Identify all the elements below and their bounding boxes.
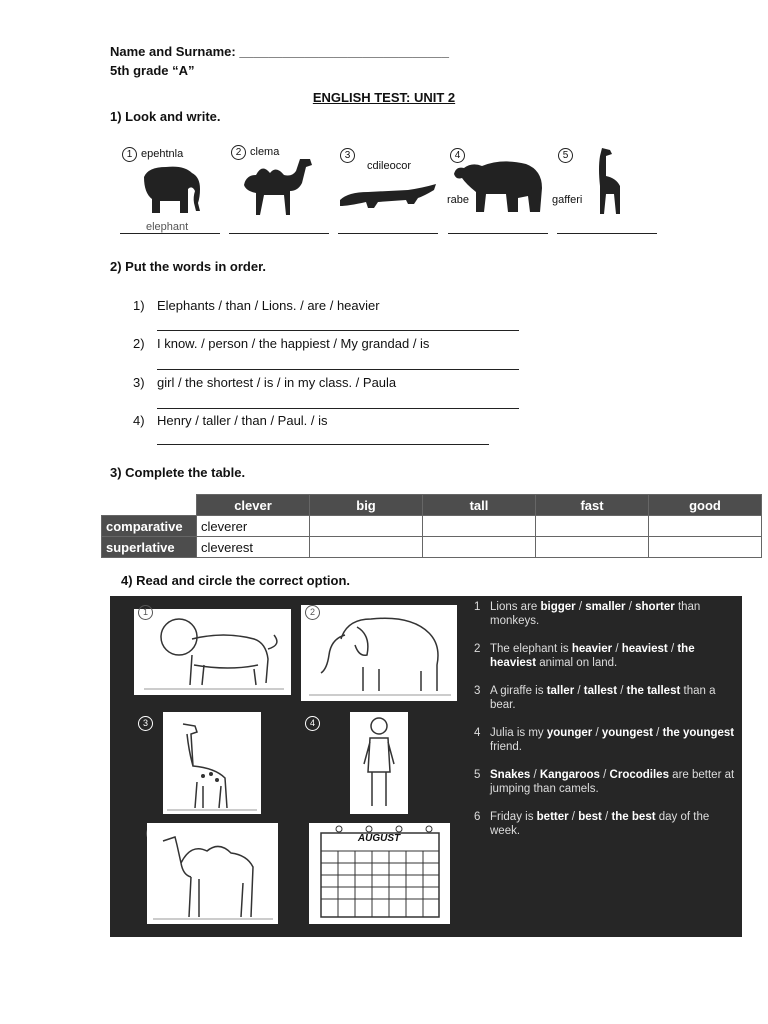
column-header: good xyxy=(649,495,762,516)
scrambled-word: clema xyxy=(250,146,280,158)
table-cell[interactable] xyxy=(536,516,649,537)
option-word[interactable]: better xyxy=(536,811,569,823)
answer-line-2[interactable] xyxy=(229,233,329,234)
item-number: 4) xyxy=(133,413,145,428)
question-text xyxy=(490,642,736,670)
item-number: 1) xyxy=(133,298,145,313)
question-number: 3 xyxy=(474,685,481,697)
list-item xyxy=(133,375,396,390)
lion-icon xyxy=(134,609,291,695)
option-word[interactable]: younger xyxy=(546,727,593,739)
list-item xyxy=(133,413,328,428)
table-cell[interactable] xyxy=(423,537,536,558)
option-word[interactable]: shorter xyxy=(635,601,675,613)
question-text xyxy=(490,768,736,796)
option-word[interactable]: the heaviest xyxy=(490,643,695,669)
item1-label xyxy=(122,147,183,162)
answer-line[interactable] xyxy=(157,444,489,445)
giraffe-icon xyxy=(592,146,624,216)
question-number: 5 xyxy=(474,769,481,781)
item-number: 3 xyxy=(340,148,355,163)
row-header: superlative xyxy=(102,537,197,558)
question-fragment: are better at jumping than camels. xyxy=(490,769,735,795)
option-word[interactable]: the youngest xyxy=(662,727,735,739)
picture-number: 3 xyxy=(138,716,153,731)
list-item xyxy=(133,298,380,313)
question-text xyxy=(490,810,736,838)
item-text: Elephants / than / Lions. / are / heavier xyxy=(157,298,380,313)
question-number: 1 xyxy=(474,601,481,613)
section3-heading: 3) Complete the table. xyxy=(110,465,246,480)
picture-number: 2 xyxy=(305,605,320,620)
crocodile-icon xyxy=(338,180,438,214)
picture-giraffe xyxy=(163,712,261,814)
question-fragment: / xyxy=(652,727,663,739)
question-text xyxy=(490,600,736,628)
item-number: 3) xyxy=(133,375,145,390)
item3-number-wrap xyxy=(340,148,359,163)
item-number: 5 xyxy=(558,148,573,163)
camel-icon xyxy=(147,823,278,924)
option-word[interactable]: best xyxy=(578,811,602,823)
question-fragment: animal on land. xyxy=(536,657,618,669)
table-corner xyxy=(102,495,197,516)
picture-elephant xyxy=(301,605,457,701)
answer-line-5[interactable] xyxy=(557,233,657,234)
column-header: fast xyxy=(536,495,649,516)
question-fragment: / xyxy=(617,685,627,697)
answer-line[interactable] xyxy=(157,369,519,370)
answer-line[interactable] xyxy=(157,408,519,409)
option-word[interactable]: Kangaroos xyxy=(539,769,600,781)
option-word[interactable]: taller xyxy=(546,685,575,697)
item5-number-wrap xyxy=(558,148,577,163)
question-fragment: than monkeys. xyxy=(490,601,701,627)
option-word[interactable]: bigger xyxy=(540,601,576,613)
section1-heading: 1) Look and write. xyxy=(110,109,221,124)
table-cell[interactable] xyxy=(310,516,423,537)
question-text xyxy=(490,684,736,712)
question-fragment: / xyxy=(592,727,602,739)
option-word[interactable]: youngest xyxy=(601,727,653,739)
answer-line-4[interactable] xyxy=(448,233,548,234)
table-cell[interactable] xyxy=(310,537,423,558)
item-number: 2) xyxy=(133,336,145,351)
comparatives-table xyxy=(101,494,762,558)
elephant-icon xyxy=(301,605,457,701)
table-row xyxy=(102,537,762,558)
table-cell[interactable]: cleverest xyxy=(197,537,310,558)
column-header: clever xyxy=(197,495,310,516)
question-fragment: The elephant is xyxy=(490,643,572,655)
section2-heading: 2) Put the words in order. xyxy=(110,259,267,274)
option-word[interactable]: Snakes xyxy=(490,769,531,781)
scrambled-word: rabe xyxy=(447,194,470,206)
option-word[interactable]: heavier xyxy=(571,643,613,655)
option-word[interactable]: tallest xyxy=(583,685,618,697)
table-cell[interactable] xyxy=(649,537,762,558)
question-fragment: Friday is xyxy=(490,811,537,823)
question-number: 6 xyxy=(474,811,481,823)
row-header: comparative xyxy=(102,516,197,537)
question-fragment: Lions are xyxy=(490,601,541,613)
grade-label: 5th grade “A” xyxy=(110,63,195,78)
question-fragment: than a bear. xyxy=(490,685,716,711)
question-fragment: / xyxy=(625,601,636,613)
picture-camel xyxy=(147,823,278,924)
question-fragment: / xyxy=(667,643,678,655)
question-fragment: / xyxy=(612,643,622,655)
table-header-row xyxy=(102,495,762,516)
question-fragment: / xyxy=(599,769,610,781)
table-cell[interactable]: cleverer xyxy=(197,516,310,537)
picture-calendar xyxy=(309,823,450,924)
question-fragment: / xyxy=(530,769,540,781)
answer-line-3[interactable] xyxy=(338,233,438,234)
giraffe-icon xyxy=(163,712,261,814)
scrambled-word: cdileocor xyxy=(367,160,412,172)
question-fragment: friend. xyxy=(490,741,522,753)
item-number: 1 xyxy=(122,147,137,162)
picture-lion xyxy=(134,609,291,695)
section4-heading: 4) Read and circle the correct option. xyxy=(121,573,350,588)
table-cell[interactable] xyxy=(649,516,762,537)
question-text xyxy=(490,726,736,754)
item-text: I know. / person / the happiest / My grandad / is xyxy=(157,336,430,351)
page-title: ENGLISH TEST: UNIT 2 xyxy=(312,90,456,105)
list-item xyxy=(133,336,429,351)
option-word[interactable]: the tallest xyxy=(626,685,681,697)
answer-text-1: elephant xyxy=(146,221,189,233)
question-number: 4 xyxy=(474,727,481,739)
option-word[interactable]: the best xyxy=(611,811,656,823)
option-word[interactable]: smaller xyxy=(585,601,626,613)
question-number: 2 xyxy=(474,643,481,655)
option-word[interactable]: heaviest xyxy=(621,643,668,655)
picture-girl xyxy=(350,712,408,814)
scrambled-word: gafferi xyxy=(552,194,583,206)
table-cell[interactable] xyxy=(423,516,536,537)
camel-icon xyxy=(240,155,316,217)
exercise-panel xyxy=(110,596,742,937)
table-row xyxy=(102,516,762,537)
item-number: 4 xyxy=(450,148,465,163)
answer-line[interactable] xyxy=(157,330,519,331)
question-fragment: A giraffe is xyxy=(490,685,547,697)
picture-number: 4 xyxy=(305,716,320,731)
table-cell[interactable] xyxy=(536,537,649,558)
picture-number: 1 xyxy=(138,605,153,620)
column-header: tall xyxy=(423,495,536,516)
name-surname-label: Name and Surname: _____________________________ xyxy=(110,44,449,59)
elephant-icon xyxy=(138,163,206,217)
answer-line-1[interactable] xyxy=(120,233,220,234)
calendar-month: AUGUST xyxy=(357,833,401,844)
question-fragment: / xyxy=(574,685,584,697)
item-text: Henry / taller / than / Paul. / is xyxy=(157,413,328,428)
scrambled-word: epehtnla xyxy=(141,148,184,160)
item-number: 2 xyxy=(231,145,246,160)
question-fragment: / xyxy=(601,811,612,823)
bear-icon xyxy=(452,158,544,214)
item-text: girl / the shortest / is / in my class. / Paula xyxy=(157,375,397,390)
question-fragment: / xyxy=(575,601,586,613)
girl-icon xyxy=(350,712,408,814)
option-word[interactable]: Crocodiles xyxy=(609,769,669,781)
question-fragment: / xyxy=(568,811,579,823)
column-header: big xyxy=(310,495,423,516)
question-fragment: Julia is my xyxy=(490,727,547,739)
question-fragment: day of the week. xyxy=(490,811,710,837)
